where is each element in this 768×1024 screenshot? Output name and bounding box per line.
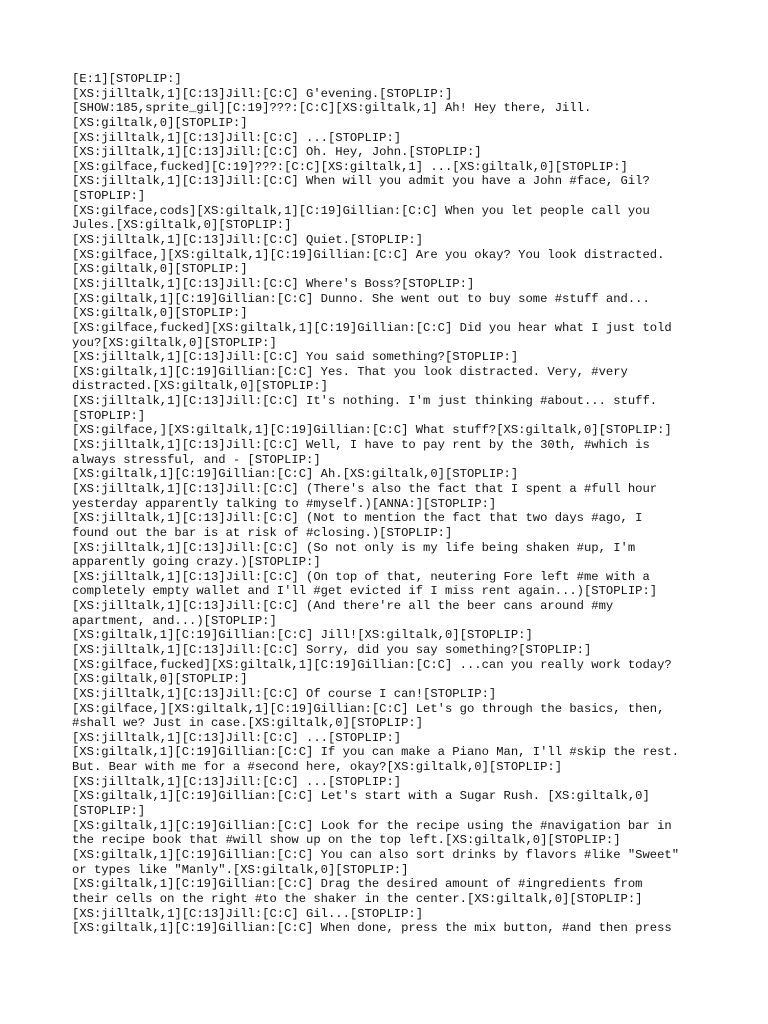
text-line: [XS:gilface,fucked][C:19]???:[C:C][XS:giltalk,1] ...[XS:giltalk,0][STOPLIP:] [72,159,628,174]
text-line: [XS:gilface,fucked][XS:giltalk,1][C:19]Gillian:[C:C] Did you hear what I just told [72,320,672,335]
text-line: apartment, and...)[STOPLIP:] [72,613,277,628]
text-line: [XS:jilltalk,1][C:13]Jill:[C:C] Oh. Hey, John.[STOPLIP:] [72,145,482,160]
text-line: But. Bear with me for a #second here, okay?[XS:giltalk,0][STOPLIP:] [72,760,563,775]
text-line: [XS:giltalk,1][C:19]Gillian:[C:C] Yes. That you look distracted. Very, #very [72,364,628,379]
text-line: [XS:giltalk,1][C:19]Gillian:[C:C] If you can make a Piano Man, I'll #skip the rest. [72,745,680,760]
text-line: their cells on the right #to the shaker in the center.[XS:giltalk,0][STOPLIP:] [72,891,643,906]
text-line: [XS:giltalk,1][C:19]Gillian:[C:C] Jill![XS:giltalk,0][STOPLIP:] [72,628,533,643]
text-line: [XS:jilltalk,1][C:13]Jill:[C:C] Well, I have to pay rent by the 30th, #which is [72,438,650,453]
text-line: [XS:gilface,cods][XS:giltalk,1][C:19]Gillian:[C:C] When you let people call you [72,203,650,218]
text-line: [XS:giltalk,1][C:19]Gillian:[C:C] Dunno. She went out to buy some #stuff and... [72,291,650,306]
text-line: [E:1][STOPLIP:] [72,72,182,86]
text-line: distracted.[XS:giltalk,0][STOPLIP:] [72,379,328,394]
text-line: [XS:gilface,][XS:giltalk,1][C:19]Gillian:[C:C] Are you okay? You look distracted. [72,247,665,262]
text-line: [SHOW:185,sprite_gil][C:19]???:[C:C][XS:giltalk,1] Ah! Hey there, Jill. [72,101,592,116]
text-line: [XS:jilltalk,1][C:13]Jill:[C:C] Where's Boss?[STOPLIP:] [72,276,475,291]
text-line: [XS:giltalk,1][C:19]Gillian:[C:C] When done, press the mix button, #and then press [72,921,672,936]
text-line: [XS:jilltalk,1][C:13]Jill:[C:C] ...[STOPLIP:] [72,774,402,789]
text-line: [XS:giltalk,1][C:19]Gillian:[C:C] Let's start with a Sugar Rush. [XS:giltalk,0] [72,789,650,804]
document-page [72,72,732,936]
text-line: found out the bar is at risk of #closing.)[STOPLIP:] [72,525,453,540]
text-line: [XS:jilltalk,1][C:13]Jill:[C:C] ...[STOPLIP:] [72,130,402,145]
text-line: yesterday apparently talking to #myself.)[ANNA:][STOPLIP:] [72,496,497,511]
text-line: [XS:jilltalk,1][C:13]Jill:[C:C] Quiet.[STOPLIP:] [72,233,424,248]
text-line: [XS:jilltalk,1][C:13]Jill:[C:C] When will you admit you have a John #face, Gil? [72,174,650,189]
text-line: [XS:giltalk,1][C:19]Gillian:[C:C] Look for the recipe using the #navigation bar in [72,818,672,833]
text-line: [XS:jilltalk,1][C:13]Jill:[C:C] (So not only is my life being shaken #up, I'm [72,540,636,555]
text-line: [XS:giltalk,0][STOPLIP:] [72,115,248,130]
text-line: [XS:jilltalk,1][C:13]Jill:[C:C] It's nothing. I'm just thinking #about... stuff. [72,394,658,409]
text-line: [XS:jilltalk,1][C:13]Jill:[C:C] Sorry, did you say something?[STOPLIP:] [72,642,592,657]
text-line: [XS:gilface,][XS:giltalk,1][C:19]Gillian:[C:C] What stuff?[XS:giltalk,0][STOPLIP:] [72,423,672,438]
text-line: the recipe book that #will show up on the top left.[XS:giltalk,0][STOPLIP:] [72,833,621,848]
text-line: [XS:giltalk,1][C:19]Gillian:[C:C] Drag the desired amount of #ingredients from [72,877,643,892]
text-line: [XS:giltalk,0][STOPLIP:] [72,262,248,277]
text-line: completely empty wallet and I'll #get evicted if I miss rent again...)[STOPLIP:] [72,584,658,599]
text-line: [XS:giltalk,0][STOPLIP:] [72,306,248,321]
text-line: [XS:jilltalk,1][C:13]Jill:[C:C] (Not to mention the fact that two days #ago, I [72,511,643,526]
text-line: [STOPLIP:] [72,804,146,819]
text-line: apparently going crazy.)[STOPLIP:] [72,555,321,570]
text-line: Jules.[XS:giltalk,0][STOPLIP:] [72,218,292,233]
text-line: [XS:gilface,][XS:giltalk,1][C:19]Gillian:[C:C] Let's go through the basics, then, [72,701,665,716]
text-line: always stressful, and - [STOPLIP:] [72,452,321,467]
text-line: [STOPLIP:] [72,189,146,204]
text-line: [XS:jilltalk,1][C:13]Jill:[C:C] (And there're all the beer cans around #my [72,599,614,614]
text-line: [XS:jilltalk,1][C:13]Jill:[C:C] ...[STOPLIP:] [72,730,402,745]
text-line: [XS:jilltalk,1][C:13]Jill:[C:C] (On top of that, neutering Fore left #me with a [72,569,650,584]
text-line: [XS:giltalk,1][C:19]Gillian:[C:C] Ah.[XS:giltalk,0][STOPLIP:] [72,467,519,482]
text-line: you?[XS:giltalk,0][STOPLIP:] [72,335,277,350]
text-line: [XS:gilface,fucked][XS:giltalk,1][C:19]Gillian:[C:C] ...can you really work today? [72,657,672,672]
text-line: [XS:jilltalk,1][C:13]Jill:[C:C] You said something?[STOPLIP:] [72,350,519,365]
text-line: [XS:jilltalk,1][C:13]Jill:[C:C] Of course I can![STOPLIP:] [72,686,497,701]
text-line: #shall we? Just in case.[XS:giltalk,0][STOPLIP:] [72,716,424,731]
text-line: [XS:jilltalk,1][C:13]Jill:[C:C] G'evening.[STOPLIP:] [72,86,453,101]
text-line: [XS:giltalk,0][STOPLIP:] [72,672,248,687]
text-line: [XS:jilltalk,1][C:13]Jill:[C:C] Gil...[STOPLIP:] [72,906,424,921]
text-line: [XS:jilltalk,1][C:13]Jill:[C:C] (There's also the fact that I spent a #full hour [72,481,658,496]
text-line: or types like "Manly".[XS:giltalk,0][STOPLIP:] [72,862,409,877]
text-line: [STOPLIP:] [72,408,146,423]
text-line: [XS:giltalk,1][C:19]Gillian:[C:C] You can also sort drinks by flavors #like "Sweet" [72,847,680,862]
